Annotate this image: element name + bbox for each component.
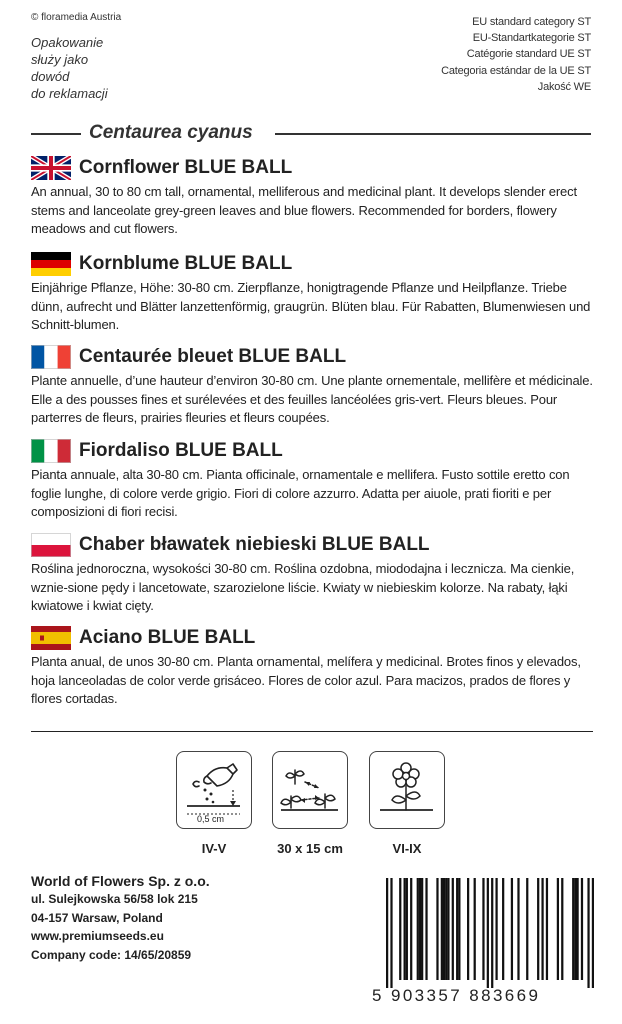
barcode-bar <box>482 878 484 980</box>
section-description: Pianta annuale, alta 30-80 cm. Pianta officinale, ornamentale e mellifera. Fusto sottile eretto con foglie lunghe, di colore verde grigio. Fiori di colore azzurro. Adatta per aiuole, prati fioriti e per composizioni di fiori recisi. <box>31 467 570 519</box>
company-website: www.premiumseeds.eu <box>31 929 164 943</box>
barcode-bar <box>410 878 412 980</box>
section-french <box>31 345 593 428</box>
italy-flag-icon <box>31 439 71 463</box>
section-description: Einjährige Pflanze, Höhe: 30-80 cm. Zierpflanze, honigtragende Pflanze und Heilpflanze. Triebe dünn, aufrecht und Blätter lanzettenförmig, graugrün. Blüten blau. Für Rabatten, Blumenwiesen und Schnitt-blumen. <box>31 280 591 332</box>
section-description: Plante annuelle, d’une hauteur d’environ 30-80 cm. Une plante ornementale, mellifère et médicinale. Elle a des pousses fines et surélevées et des feuilles lancéolées gris-vert. Fleurs bleues. Pour parterres de fleurs, prairies fleuries et fleurs coupées. <box>31 373 593 425</box>
standard-line: Jakość WE <box>537 80 591 93</box>
barcode-bar <box>456 878 458 980</box>
flowering-time-label: VI-IX <box>392 841 422 856</box>
barcode-bar <box>421 878 423 980</box>
heading-rule <box>31 133 81 135</box>
section-title: Chaber bławatek niebieski BLUE BALL <box>79 534 430 555</box>
section-title: Kornblume BLUE BALL <box>79 253 293 274</box>
barcode-number: 5 903357 883669 <box>372 986 541 1005</box>
standard-line: Catégorie standard UE ST <box>466 48 591 61</box>
barcode-bar <box>406 878 408 980</box>
barcode-bar <box>526 878 528 980</box>
spacing-label: 30 x 15 cm <box>277 841 343 856</box>
company-code: Company code: 14/65/20859 <box>31 947 192 962</box>
eu-standard-category <box>441 14 591 95</box>
barcode-bar <box>502 878 504 980</box>
barcode-bar <box>425 878 427 980</box>
section-italian <box>31 439 593 522</box>
warranty-line: do reklamacji <box>31 86 108 101</box>
species-heading <box>31 122 591 146</box>
section-title: Aciano BLUE BALL <box>79 627 256 648</box>
standard-line: EU-Standartkategorie ST <box>472 32 591 45</box>
barcode-bar <box>390 878 392 988</box>
section-german <box>31 252 593 335</box>
barcode-bar <box>517 878 519 980</box>
section-description: An annual, 30 to 80 cm tall, ornamental, melliferous and medicinal plant. It develops slender erect stems and lanceolate grey-green leaves and blue flowers. Recommended for borders, flowery meadows and cut flowers. <box>31 184 577 236</box>
section-description: Planta anual, de unos 30-80 cm. Planta ornamental, melífera y medicinal. Brotes finos y elevados, hoja lanceoladas de color verde grisáceo. Flores de color azul. Para macizos, prados de flores y flores cortadas. <box>31 654 581 706</box>
barcode-bar <box>587 878 589 988</box>
barcode-bar <box>495 878 497 980</box>
barcode-bar <box>546 878 548 980</box>
barcode-bar <box>561 878 563 980</box>
section-polish <box>31 533 593 616</box>
standard-line: EU standard category ST <box>472 16 591 28</box>
company-info <box>31 873 210 963</box>
barcode-bar <box>511 878 513 980</box>
barcode-bar <box>576 878 578 980</box>
barcode-bar <box>399 878 401 980</box>
sowing-icon <box>176 751 252 829</box>
section-description: Roślina jednoroczna, wysokości 30-80 cm. Roślina ozdobna, miododajna i lecznicza. Ma cienkie, wznie-sione pędy i lancetowate, szarozielone liście. Kwiaty w niebieskim kolorze. Na rabaty, łąki kwiatowe i kwiat cięty. <box>31 561 575 613</box>
barcode-bar <box>487 878 489 988</box>
company-address-line: ul. Sulejkowska 56/58 lok 215 <box>31 892 198 906</box>
barcode-bar <box>572 878 574 980</box>
species-latin-name: Centaurea cyanus <box>89 122 253 143</box>
barcode-bar <box>443 878 445 980</box>
barcode-bar <box>581 878 583 980</box>
france-flag-icon <box>31 345 71 369</box>
flowering-icon <box>369 751 445 829</box>
barcode-bar <box>386 878 388 988</box>
barcode-bar <box>474 878 476 980</box>
heading-rule <box>275 133 591 135</box>
warranty-line: Opakowanie <box>31 35 104 50</box>
barcode-bar <box>541 878 543 980</box>
section-spanish <box>31 626 593 709</box>
section-english <box>31 156 593 239</box>
section-title: Fiordaliso BLUE BALL <box>79 440 283 461</box>
company-address-line: 04-157 Warsaw, Poland <box>31 910 163 925</box>
section-divider <box>31 731 593 732</box>
sowing-time-label: IV-V <box>201 841 227 856</box>
ean-barcode <box>372 878 594 1010</box>
barcode-bar <box>592 878 594 988</box>
barcode-bar <box>467 878 469 980</box>
barcode-bar <box>452 878 454 980</box>
warranty-line: dowód <box>31 69 70 84</box>
plant-spacing-icon <box>272 751 348 829</box>
company-name: World of Flowers Sp. z o.o. <box>31 873 210 889</box>
barcode-bar <box>491 878 493 988</box>
barcode-bars <box>372 878 594 988</box>
barcode-bar <box>436 878 438 980</box>
sowing-depth-label: 0,5 cm <box>197 814 225 824</box>
barcode-bar <box>419 878 421 980</box>
barcode-bar <box>557 878 559 980</box>
barcode-bar <box>574 878 576 980</box>
germany-flag-icon <box>31 252 71 276</box>
uk-flag-icon <box>31 156 71 180</box>
copyright-note: © floramedia Austria <box>31 12 122 23</box>
section-title: Cornflower BLUE BALL <box>79 157 293 178</box>
barcode-bar <box>458 878 460 980</box>
barcode-bar <box>417 878 419 980</box>
barcode-bar <box>445 878 447 980</box>
standard-line: Categoria estándar de la UE ST <box>441 64 591 77</box>
poland-flag-icon <box>31 533 71 557</box>
barcode-bar <box>537 878 539 980</box>
section-title: Centaurée bleuet BLUE BALL <box>79 346 347 367</box>
barcode-bar <box>447 878 449 980</box>
spain-flag-icon <box>31 626 71 650</box>
barcode-bar <box>441 878 443 980</box>
warranty-line: służy jako <box>31 52 89 67</box>
barcode-bar <box>404 878 406 980</box>
warranty-note <box>31 34 108 102</box>
